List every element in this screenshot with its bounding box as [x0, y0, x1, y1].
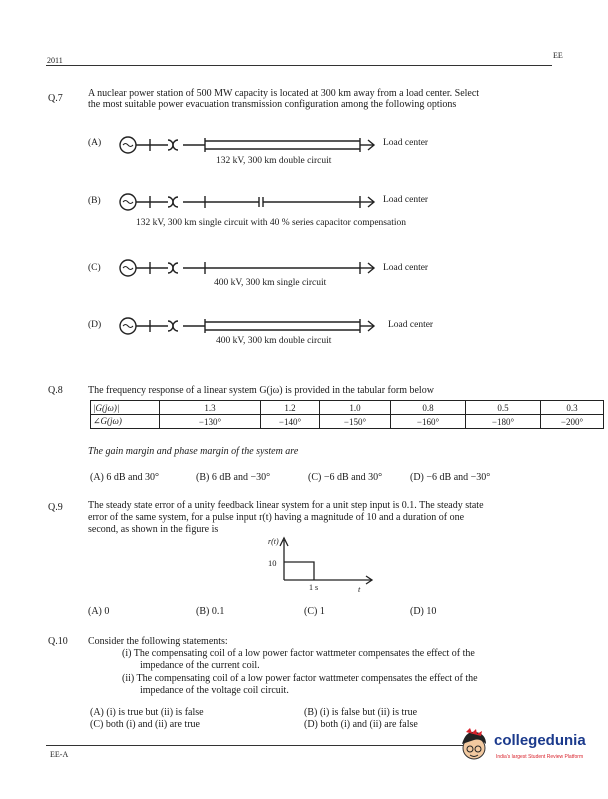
q7-option-d-load: Load center — [388, 320, 434, 330]
table-cell: 0.3 — [541, 401, 604, 415]
q10-statement-2-line1: (ii) The compensating coil of a low power factor wattmeter compensates the effect of the — [122, 673, 478, 684]
q9-option-c: (C) 1 — [304, 606, 325, 617]
pulse-ylabel: r(t) — [268, 537, 279, 546]
q8-question: The gain margin and phase margin of the system are — [88, 446, 299, 457]
q7-option-c-label: (C) — [88, 263, 101, 273]
q7-option-c-load: Load center — [383, 263, 429, 273]
q7-option-a-load: Load center — [383, 138, 429, 148]
q7-option-d-caption: 400 kV, 300 km double circuit — [216, 336, 332, 346]
mascot-icon — [458, 728, 494, 768]
table-cell: −140° — [261, 415, 320, 429]
q7-option-c-caption: 400 kV, 300 km single circuit — [214, 278, 327, 288]
q7-option-a-label: (A) — [88, 138, 102, 148]
header-year: 2011 — [47, 56, 63, 65]
q10-number: Q.10 — [48, 636, 68, 647]
q7-option-d-label: (D) — [88, 320, 102, 330]
q9-option-d: (D) 10 — [410, 606, 437, 617]
q10-option-b: (B) (i) is false but (ii) is true — [304, 707, 418, 718]
q7-option-a-caption: 132 kV, 300 km double circuit — [216, 156, 332, 166]
q10-text: Consider the following statements: — [88, 636, 228, 647]
table-cell: −180° — [466, 415, 541, 429]
q8-option-b: (B) 6 dB and −30° — [196, 472, 271, 483]
pulse-xlabel: t — [358, 584, 361, 594]
table-cell: −200° — [541, 415, 604, 429]
q10-option-a: (A) (i) is true but (ii) is false — [90, 707, 204, 718]
table-cell: 1.2 — [261, 401, 320, 415]
table-cell: −130° — [160, 415, 261, 429]
q7-option-b-caption: 132 kV, 300 km single circuit with 40 % series capacitor compensation — [136, 218, 406, 228]
q7-option-b-load: Load center — [383, 195, 429, 205]
q7-text-line1: A nuclear power station of 500 MW capacity is located at 300 km away from a load center. Select — [88, 88, 480, 99]
brand-watermark — [458, 726, 598, 772]
pulse-duration: 1 s — [309, 583, 319, 592]
q9-text-line1: The steady state error of a unity feedback linear system for a unit step input is 0.1. The steady state — [88, 500, 484, 511]
q8-option-d: (D) −6 dB and −30° — [410, 472, 491, 483]
q10-option-d: (D) both (i) and (ii) are false — [304, 719, 418, 730]
q8-text: The frequency response of a linear system G(jω) is provided in the tabular form below — [88, 385, 434, 396]
q9-text-line3: second, as shown in the figure is — [88, 524, 219, 535]
q9-text-line2: error of the same system, for a pulse input r(t) having a magnitude of 10 and a duration of one — [88, 512, 465, 523]
table-cell: −150° — [320, 415, 391, 429]
q7-number: Q.7 — [48, 93, 63, 104]
footer-rule — [46, 745, 466, 746]
table-cell-label: ∠G(jω) — [91, 415, 160, 429]
q8-number: Q.8 — [48, 385, 63, 396]
q8-option-c: (C) −6 dB and 30° — [308, 472, 383, 483]
q7-option-b-label: (B) — [88, 196, 101, 206]
q7-text-line2: the most suitable power evacuation transmission configuration among the following options — [88, 99, 457, 110]
brand-tagline: India's largest Student Review Platform — [496, 754, 584, 760]
table-cell: 1.3 — [160, 401, 261, 415]
q10-statement-2-line2: impedance of the voltage coil circuit. — [140, 685, 289, 696]
footer-code: EE-A — [50, 750, 69, 759]
table-cell: −160° — [391, 415, 466, 429]
q9-option-a: (A) 0 — [88, 606, 110, 617]
q8-option-a: (A) 6 dB and 30° — [90, 472, 159, 483]
brand-name: collegedunia — [494, 732, 586, 749]
table-cell: 0.8 — [391, 401, 466, 415]
q9-option-b: (B) 0.1 — [196, 606, 225, 617]
q10-statement-1-line1: (i) The compensating coil of a low power factor wattmeter compensates the effect of the — [122, 648, 475, 659]
table-cell-label: |G(jω)| — [91, 401, 160, 415]
header-code: EE — [553, 51, 563, 60]
q9-number: Q.9 — [48, 502, 63, 513]
table-cell: 0.5 — [466, 401, 541, 415]
table-cell: 1.0 — [320, 401, 391, 415]
pulse-amplitude: 10 — [268, 558, 277, 568]
q10-statement-1-line2: impedance of the current coil. — [140, 660, 260, 671]
q10-option-c: (C) both (i) and (ii) are true — [90, 719, 200, 730]
